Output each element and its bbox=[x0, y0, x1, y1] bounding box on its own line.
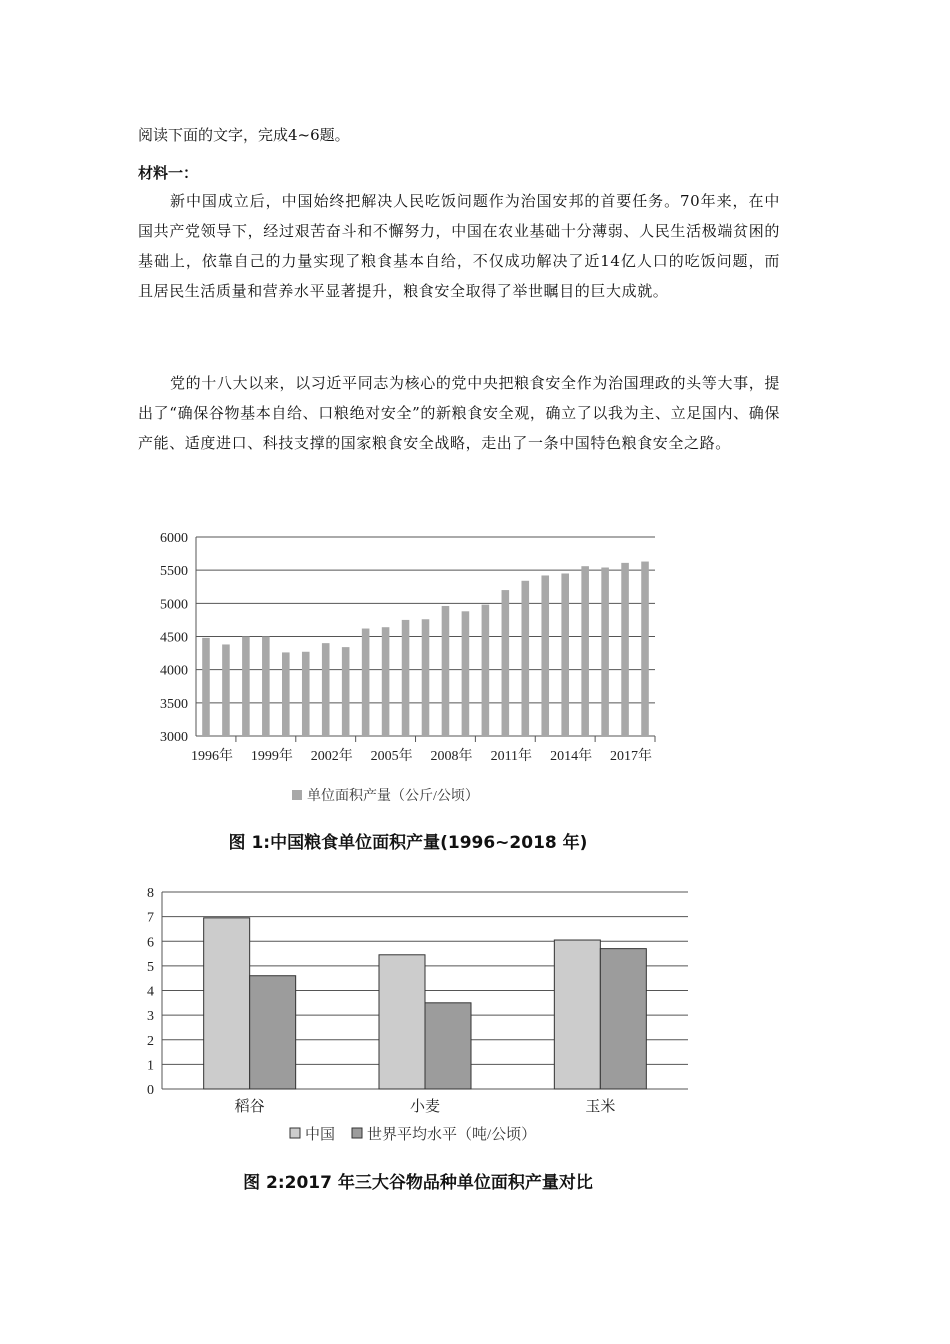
paragraph-2: 党的十八大以来，以习近平同志为核心的党中央把粮食安全作为治国理政的头等大事，提出了“确保谷物基本自给、口粮绝对安全”的新粮食安全观，确立了以我为主、立足国内、确保产能、适度进口、科技支撑的国家粮食安全战略，走出了一条中国特色粮食安全之路。 bbox=[138, 374, 780, 452]
chart2-ytick-label: 5 bbox=[147, 959, 154, 975]
chart1-bar-2001 bbox=[302, 652, 310, 736]
chart2-bar-小麦-world bbox=[425, 1003, 471, 1089]
chart1-bar-1998 bbox=[242, 637, 250, 737]
chart2-legend-label-world: 世界平均水平（吨/公顷） bbox=[367, 1127, 537, 1143]
chart1-bar-1997 bbox=[222, 644, 230, 736]
chart1-bar-2016 bbox=[601, 568, 609, 736]
chart2-ytick-label: 6 bbox=[147, 935, 154, 951]
chart1-bar-2004 bbox=[362, 629, 370, 736]
chart1-xtick-label: 1996年 bbox=[190, 749, 233, 764]
chart2-ytick-label: 1 bbox=[147, 1058, 154, 1074]
chart1-bar-2017 bbox=[621, 563, 629, 736]
chart1-ytick-label: 5000 bbox=[160, 597, 188, 613]
chart1-bar-2015 bbox=[581, 566, 589, 736]
chart2-bar-玉米-china bbox=[554, 940, 600, 1089]
chart1-bar-2006 bbox=[402, 620, 410, 736]
chart1-bar-1999 bbox=[262, 637, 270, 737]
chart2-legend-swatch-world bbox=[352, 1128, 362, 1138]
chart1-ytick-label: 3000 bbox=[160, 730, 188, 745]
chart1-bar-2009 bbox=[462, 611, 470, 736]
chart1-ytick-label: 4000 bbox=[160, 663, 188, 679]
chart2-ytick-label: 2 bbox=[147, 1033, 154, 1049]
chart1-bar-2007 bbox=[422, 619, 430, 736]
chart2-ytick-label: 4 bbox=[147, 984, 154, 1000]
chart1-bar-2000 bbox=[282, 652, 290, 736]
chart1-ytick-label: 3500 bbox=[160, 696, 188, 712]
chart1-xtick-label: 1999年 bbox=[250, 749, 293, 764]
chart2-bar-稻谷-china bbox=[204, 918, 250, 1089]
chart2-bar-稻谷-world bbox=[250, 976, 296, 1089]
chart1-bar-2002 bbox=[322, 643, 330, 736]
chart1-bar-2012 bbox=[521, 581, 529, 736]
chart1-legend-swatch bbox=[292, 790, 302, 800]
chart2-ytick-label: 7 bbox=[147, 910, 154, 926]
chart2-ytick-label: 3 bbox=[147, 1009, 154, 1025]
chart2-bar-玉米-world bbox=[600, 949, 646, 1089]
chart1-bar-2014 bbox=[561, 573, 569, 736]
chart2-legend-swatch-china bbox=[290, 1128, 300, 1138]
chart1-xtick-label: 2008年 bbox=[430, 749, 473, 764]
chart1-legend-label: 单位面积产量（公斤/公顷） bbox=[307, 789, 479, 804]
chart1-ytick-label: 4500 bbox=[160, 630, 188, 646]
chart1-bar-2005 bbox=[382, 627, 390, 736]
chart2-category-label: 小麦 bbox=[409, 1099, 441, 1115]
chart2-caption: 图 2:2017 年三大谷物品种单位面积产量对比 bbox=[243, 1173, 593, 1193]
chart1-bar-1996 bbox=[202, 638, 210, 736]
chart2-category-label: 稻谷 bbox=[234, 1099, 265, 1115]
material-heading: 材料一： bbox=[138, 164, 199, 182]
chart1-caption: 图 1:中国粮食单位面积产量(1996~2018 年) bbox=[228, 833, 588, 853]
chart1-bar-2003 bbox=[342, 647, 350, 736]
chart1-xtick-label: 2017年 bbox=[610, 749, 653, 764]
intro-text: 阅读下面的文字，完成4~6题。 bbox=[138, 126, 350, 144]
chart1-ytick-label: 6000 bbox=[160, 531, 188, 546]
chart2-ytick-label: 8 bbox=[147, 886, 154, 901]
paragraph-1: 新中国成立后，中国始终把解决人民吃饭问题作为治国安邦的首要任务。70年来，在中国共产党领导下，经过艰苦奋斗和不懈努力，中国在农业基础十分薄弱、人民生活极端贫困的基础上，依靠自己的力量实现了粮食基本自给，不仅成功解决了近14亿人口的吃饭问题，而且居民生活质量和营养水平显著提升，粮食安全取得了举世瞩目的巨大成就。 bbox=[138, 192, 780, 300]
chart1-bar-2010 bbox=[482, 605, 490, 736]
chart2-ytick-label: 0 bbox=[147, 1083, 154, 1098]
chart2-legend-label-china: 中国 bbox=[305, 1127, 336, 1143]
chart1-bar-2013 bbox=[541, 575, 549, 736]
chart1-xtick-label: 2011年 bbox=[490, 749, 533, 764]
chart2-bar-小麦-china bbox=[379, 955, 425, 1089]
chart1-bar-2018 bbox=[641, 562, 649, 736]
chart2-category-label: 玉米 bbox=[585, 1099, 616, 1115]
chart1-ytick-label: 5500 bbox=[160, 564, 188, 580]
chart1-xtick-label: 2014年 bbox=[550, 749, 593, 764]
chart1-bar-2011 bbox=[502, 590, 510, 736]
chart1-xtick-label: 2002年 bbox=[310, 749, 353, 764]
chart1-xtick-label: 2005年 bbox=[370, 749, 413, 764]
chart1-bar-2008 bbox=[442, 606, 450, 736]
